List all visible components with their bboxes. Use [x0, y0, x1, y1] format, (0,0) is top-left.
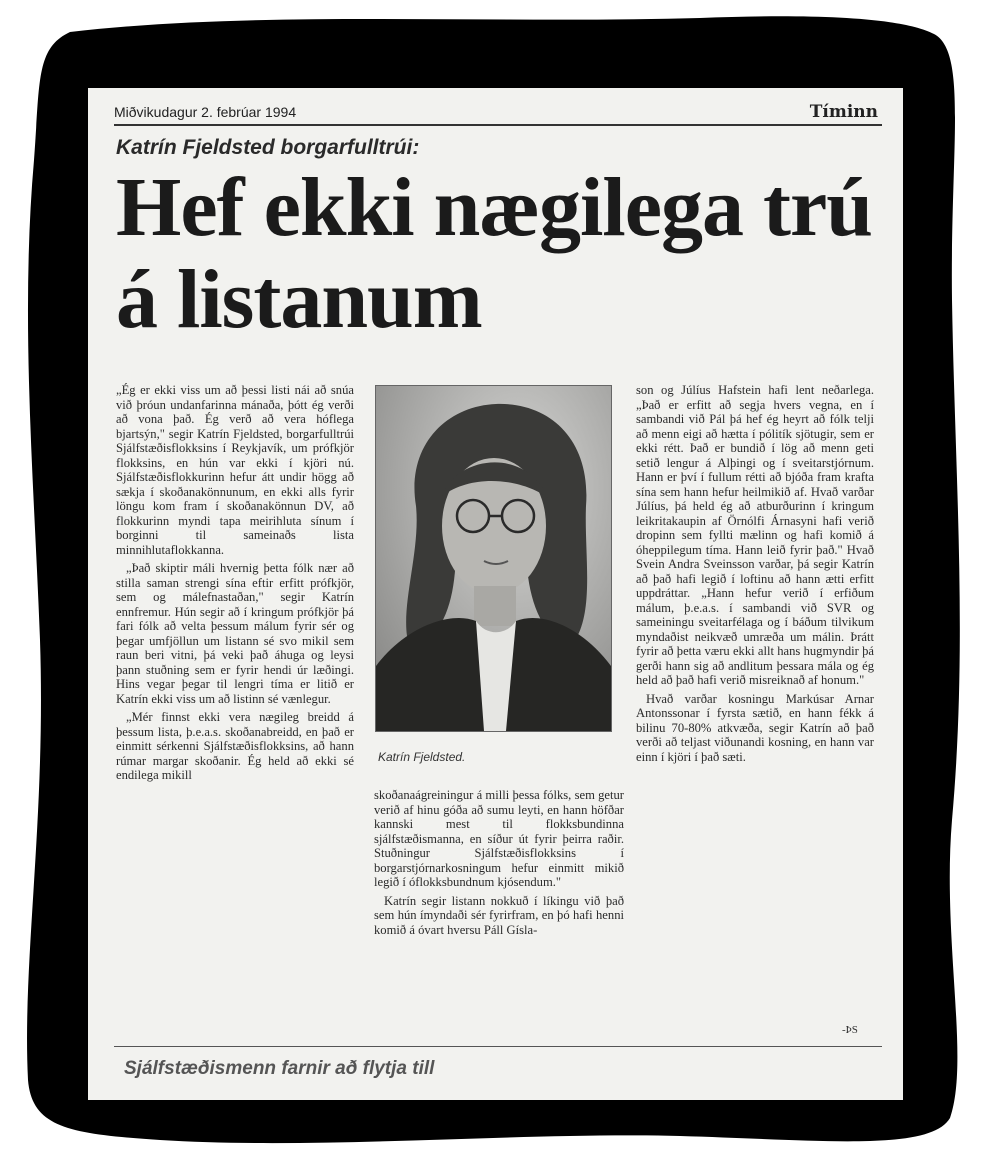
article-column-1: [116, 383, 354, 1073]
issue-date: Miðvikudagur 2. febrúar 1994: [114, 104, 297, 120]
headline: Hef ekki nægilega trú á listanum: [116, 161, 872, 346]
article-column-3: [636, 383, 874, 1073]
kicker: Katrín Fjeldsted borgarfulltrúi:: [116, 136, 420, 159]
paragraph: Hvað varðar kosningu Markúsar Arnar Antonssonar í fyrsta sætið, en hann fékk á bilinu 70-80% atkvæða, segir Katrín að það verði að teljast viðunandi kosning, en hann var einn í kjöri í það sæti.: [636, 691, 874, 764]
paragraph: „Það skiptir máli hvernig þetta fólk nær að stilla saman strengi sína eftir erfitt prófkjör, sem og málefnastaðan," segir Katrín ennfremur. Hún segir að í kringum prófkjör þá fari fólk að velta þessum málum fyrir sér og þegar umfjöllun um listann sé svo mikil sem raun beri vitni, þá veki það áhuga og leysi þann stuðning sem er fyrir hendi úr læðingi. Hins vegar þegar til lengri tíma er litið er Katrín ekki viss um að listinn sé vænlegur.: [116, 561, 354, 706]
article-column-2: [374, 788, 624, 1073]
divider: [114, 1046, 882, 1047]
newspaper-page: [88, 88, 903, 1100]
author-signature: -ÞS: [842, 1024, 858, 1036]
portrait-illustration: [376, 386, 611, 731]
paragraph: Katrín segir listann nokkuð í líkingu við það sem hún ímyndaði sér fyrirfram, en þó hafi henni komið á óvart hversu Páll Gísla-: [374, 893, 624, 937]
paragraph: skoðanaágreiningur á milli þessa fólks, sem getur verið af hinu góða að sumu leyti, en hann höfðar kannski mest til flokksbundinna sjálfstæðismanna, en síður út fyrir þeirra raðir. Stuðningur Sjálfstæðisflokksins í borgarstjórnarkosningum hefur einmitt mikið legið í óflokksbundnum kjósendum.": [374, 788, 624, 889]
photo-caption: Katrín Fjeldsted.: [378, 750, 466, 764]
paragraph: son og Júlíus Hafstein hafi lent neðarlega. „Það er erfitt að segja hvers vegna, en í sambandi við Pál þá hef ég heyrt að fólk telji að menn eigi að hætta í pólitík sjötugir, sem er ekki rétt. Það er bundið í lög að menn geti setið lengur á Alþingi og í sveitarstjórnum. Hann er því í fullum rétti að bjóða fram krafta sína sem hann hefur heilmikið af. Hvað varðar Júlíus, þá held ég að atburðurinn í kringum leikritakaupin af Örnólfi Árnasyni hafi verið dropinn sem fyllti mælinn og hafi komið á óheppilegum tíma. Hann leið fyrir það." Hvað Svein Andra Sveinsson varðar, þá segir Katrín að það hafi legið í loftinu að hann ætti erfitt uppdráttar. „Hann hefur verið í erfiðum málum, þ.e.a.s. í sambandi við SVR og sameiningu sveitarfélaga og í báðum tilvikum myndaðist neikvæð umræða um málin. Þrátt fyrir að þetta væru ekki allt hans hugmyndir þá gerði hann sig að andlitum þessara mála og ég held að það hafi verið misreiknað af honum.": [636, 383, 874, 687]
paragraph: „Ég er ekki viss um að þessi listi nái að snúa við þróun undanfarinna mánaða, þótt ég verði að vona það. Ég verð að vera hóflega bjartsýn," segir Katrín Fjeldsted, borgarfulltrúi Sjálfstæðisflokksins í Reykjavík, um prófkjör flokksins, en hún var ekki í kjöri nú. Sjálfstæðisflokkurinn hefur átt undir högg að sækja í skoðanakönnunum, en ekki alls fyrir löngu kom fram í skoðanakönnun DV, að flokkurinn myndi tapa meirihluta sínum í borginni til sameinaðs lista minnihlutaflokkanna.: [116, 383, 354, 557]
portrait-photo: [375, 385, 612, 732]
next-article-headline: Sjálfstæðismenn farnir að flytja till: [124, 1058, 435, 1079]
masthead-logo: Tíminn: [809, 102, 878, 122]
page-header: [114, 102, 882, 126]
paragraph: „Mér finnst ekki vera nægileg breidd á þessum lista, þ.e.a.s. skoðanabreidd, en það er einmitt sérkenni Sjálfstæðisflokksins, að hann rúmar margar skoðanir. Ég held að ekki sé endilega mikill: [116, 710, 354, 782]
